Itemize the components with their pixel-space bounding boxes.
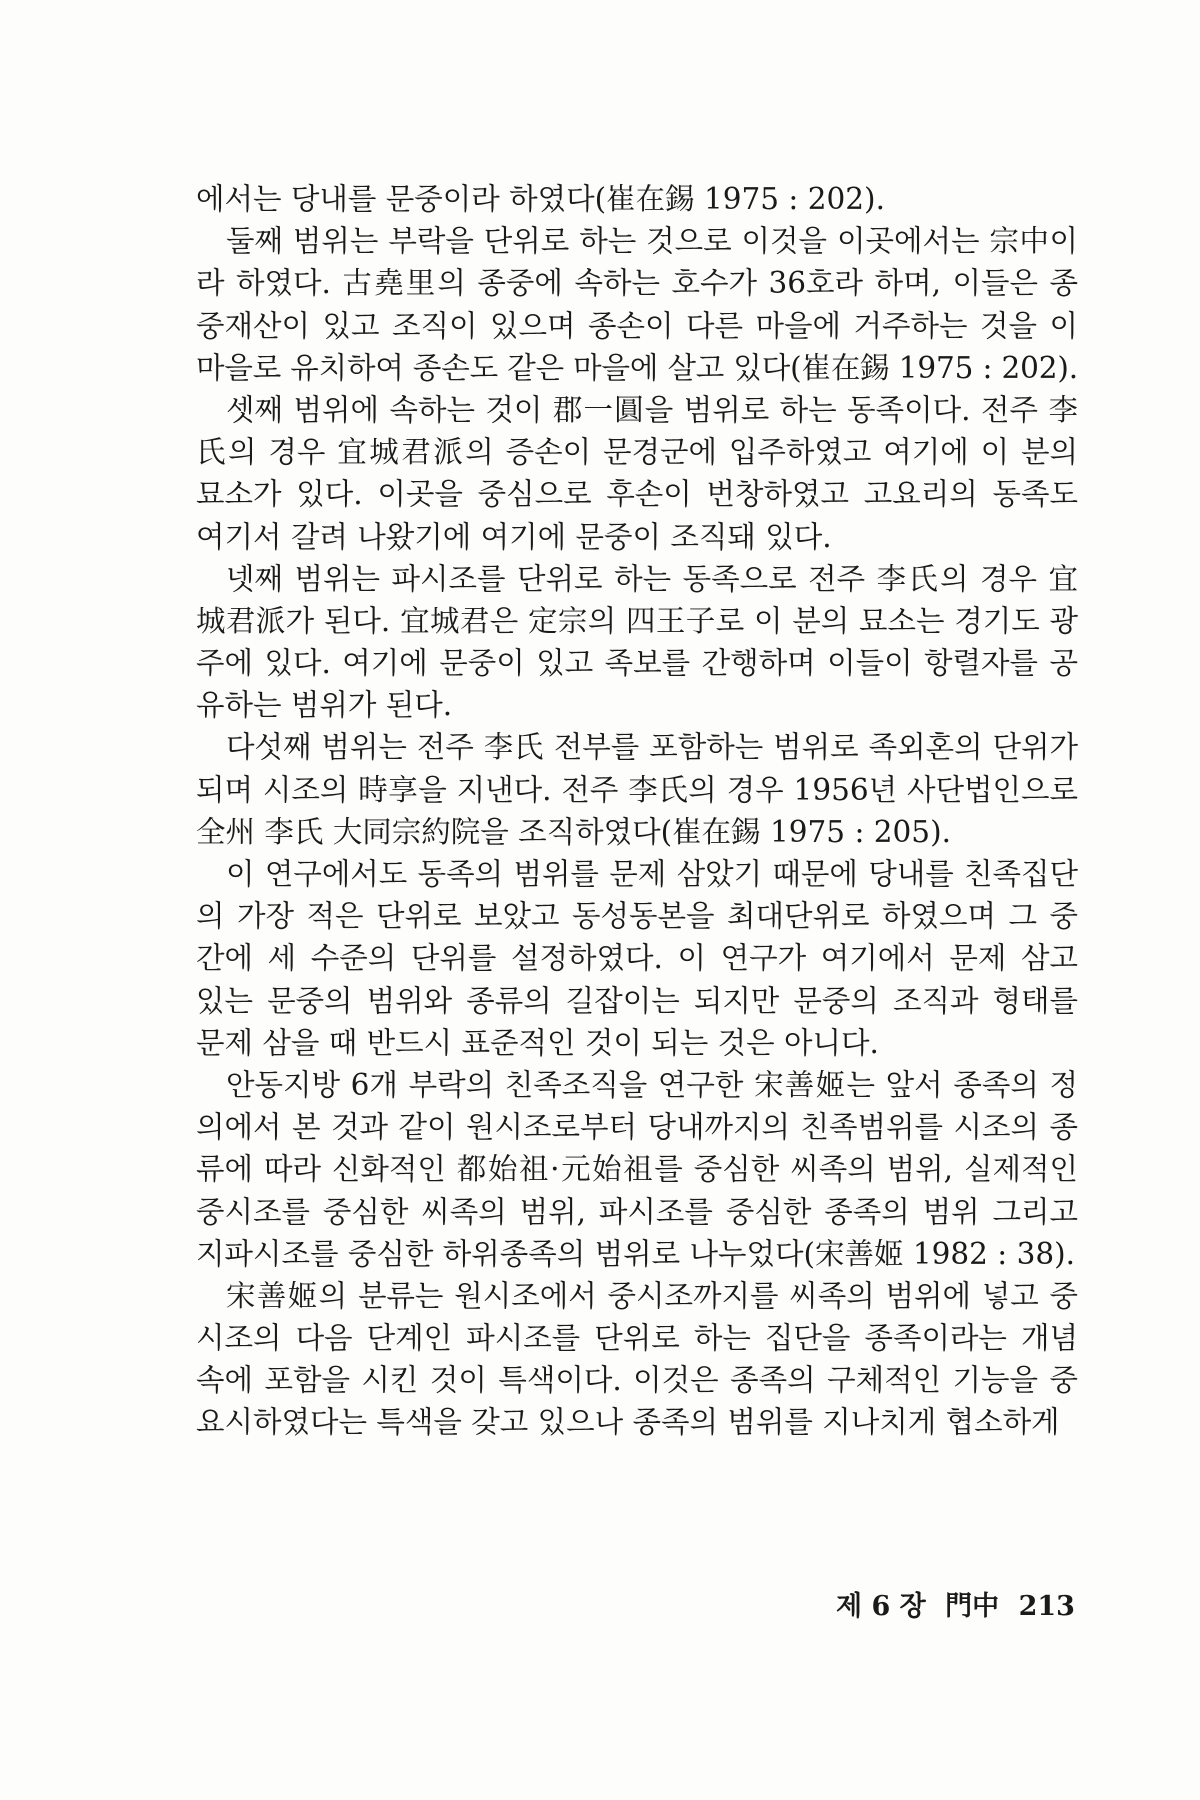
text-line: 의 가장 적은 단위로 보았고 동성동본을 최대단위로 하였으며 그 중 [196, 899, 1078, 934]
text-line: 둘째 범위는 부락을 단위로 하는 것으로 이것을 이곳에서는 宗中이 [226, 224, 1078, 259]
text-line: 중시조를 중심한 씨족의 범위, 파시조를 중심한 종족의 범위 그리고 [196, 1194, 1078, 1229]
page-footer [836, 1584, 1075, 1623]
text-line: 이 연구에서도 동족의 범위를 문제 삼았기 때문에 당내를 친족집단 [226, 857, 1078, 891]
body-text [196, 178, 1078, 1444]
text-line: 셋째 범위에 속하는 것이 郡一圓을 범위로 하는 동족이다. 전주 李 [226, 392, 1078, 427]
paragraph [196, 220, 1078, 389]
paragraph [196, 558, 1078, 727]
paragraph [196, 178, 1078, 220]
page-number: 213 [1018, 1591, 1075, 1622]
text-line: 마을로 유치하여 종손도 같은 마을에 살고 있다(崔在錫 1975 : 202). [196, 350, 1078, 385]
text-line: 라 하였다. 古堯里의 종중에 속하는 호수가 36호라 하며, 이들은 종 [196, 266, 1078, 301]
text-line: 넷째 범위는 파시조를 단위로 하는 동족으로 전주 李氏의 경우 宜 [226, 561, 1078, 596]
paragraph [196, 389, 1078, 558]
text-line: 宋善姬의 분류는 원시조에서 중시조까지를 씨족의 범위에 넣고 중 [226, 1278, 1078, 1313]
chapter-label: 제 6 장 [836, 1591, 926, 1622]
text-line: 시조의 다음 단계인 파시조를 단위로 하는 집단을 종족이라는 개념 [196, 1321, 1078, 1356]
text-line: 여기서 갈려 나왔기에 여기에 문중이 조직돼 있다. [196, 519, 832, 554]
chapter-title: 門中 [945, 1591, 1000, 1622]
paragraph [196, 853, 1078, 1064]
text-line: 묘소가 있다. 이곳을 중심으로 후손이 번창하였고 고요리의 동족도 [196, 477, 1078, 512]
text-line: 류에 따라 신화적인 都始祖·元始祖를 중심한 씨족의 범위, 실제적인 [196, 1152, 1078, 1187]
text-line: 속에 포함을 시킨 것이 특색이다. 이것은 종족의 구체적인 기능을 중 [196, 1363, 1078, 1398]
text-line: 城君派가 된다. 宜城君은 定宗의 四王子로 이 분의 묘소는 경기도 광 [196, 603, 1078, 638]
paragraph [196, 726, 1078, 853]
text-line: 문제 삼을 때 반드시 표준적인 것이 되는 것은 아니다. [196, 1025, 879, 1060]
text-line: 의에서 본 것과 같이 원시조로부터 당내까지의 친족범위를 시조의 종 [196, 1110, 1078, 1145]
text-line: 氏의 경우 宜城君派의 증손이 문경군에 입주하였고 여기에 이 분의 [196, 435, 1078, 470]
paragraph [196, 1275, 1078, 1444]
text-line: 있는 문중의 범위와 종류의 길잡이는 되지만 문중의 조직과 형태를 [196, 983, 1078, 1018]
text-line: 全州 李氏 大同宗約院을 조직하였다(崔在錫 1975 : 205). [196, 814, 951, 849]
text-line: 지파시조를 중심한 하위종족의 범위로 나누었다(宋善姬 1982 : 38). [196, 1236, 1076, 1271]
text-line: 에서는 당내를 문중이라 하였다(崔在錫 1975 : 202). [196, 182, 885, 216]
text-line: 간에 세 수준의 단위를 설정하였다. 이 연구가 여기에서 문제 삼고 [196, 941, 1078, 976]
paragraph [196, 1064, 1078, 1275]
text-line: 되며 시조의 時享을 지낸다. 전주 李氏의 경우 1956년 사단법인으로 [196, 772, 1078, 807]
text-line: 다섯째 범위는 전주 李氏 전부를 포함하는 범위로 족외혼의 단위가 [226, 730, 1078, 765]
text-line: 유하는 범위가 된다. [196, 688, 453, 723]
text-line: 중재산이 있고 조직이 있으며 종손이 다른 마을에 거주하는 것을 이 [196, 308, 1078, 343]
text-line: 안동지방 6개 부락의 친족조직을 연구한 宋善姬는 앞서 종족의 정 [226, 1067, 1078, 1102]
text-line: 요시하였다는 특색을 갖고 있으나 종족의 범위를 지나치게 협소하게 [196, 1405, 1060, 1440]
text-line: 주에 있다. 여기에 문중이 있고 족보를 간행하며 이들이 항렬자를 공 [196, 646, 1078, 681]
